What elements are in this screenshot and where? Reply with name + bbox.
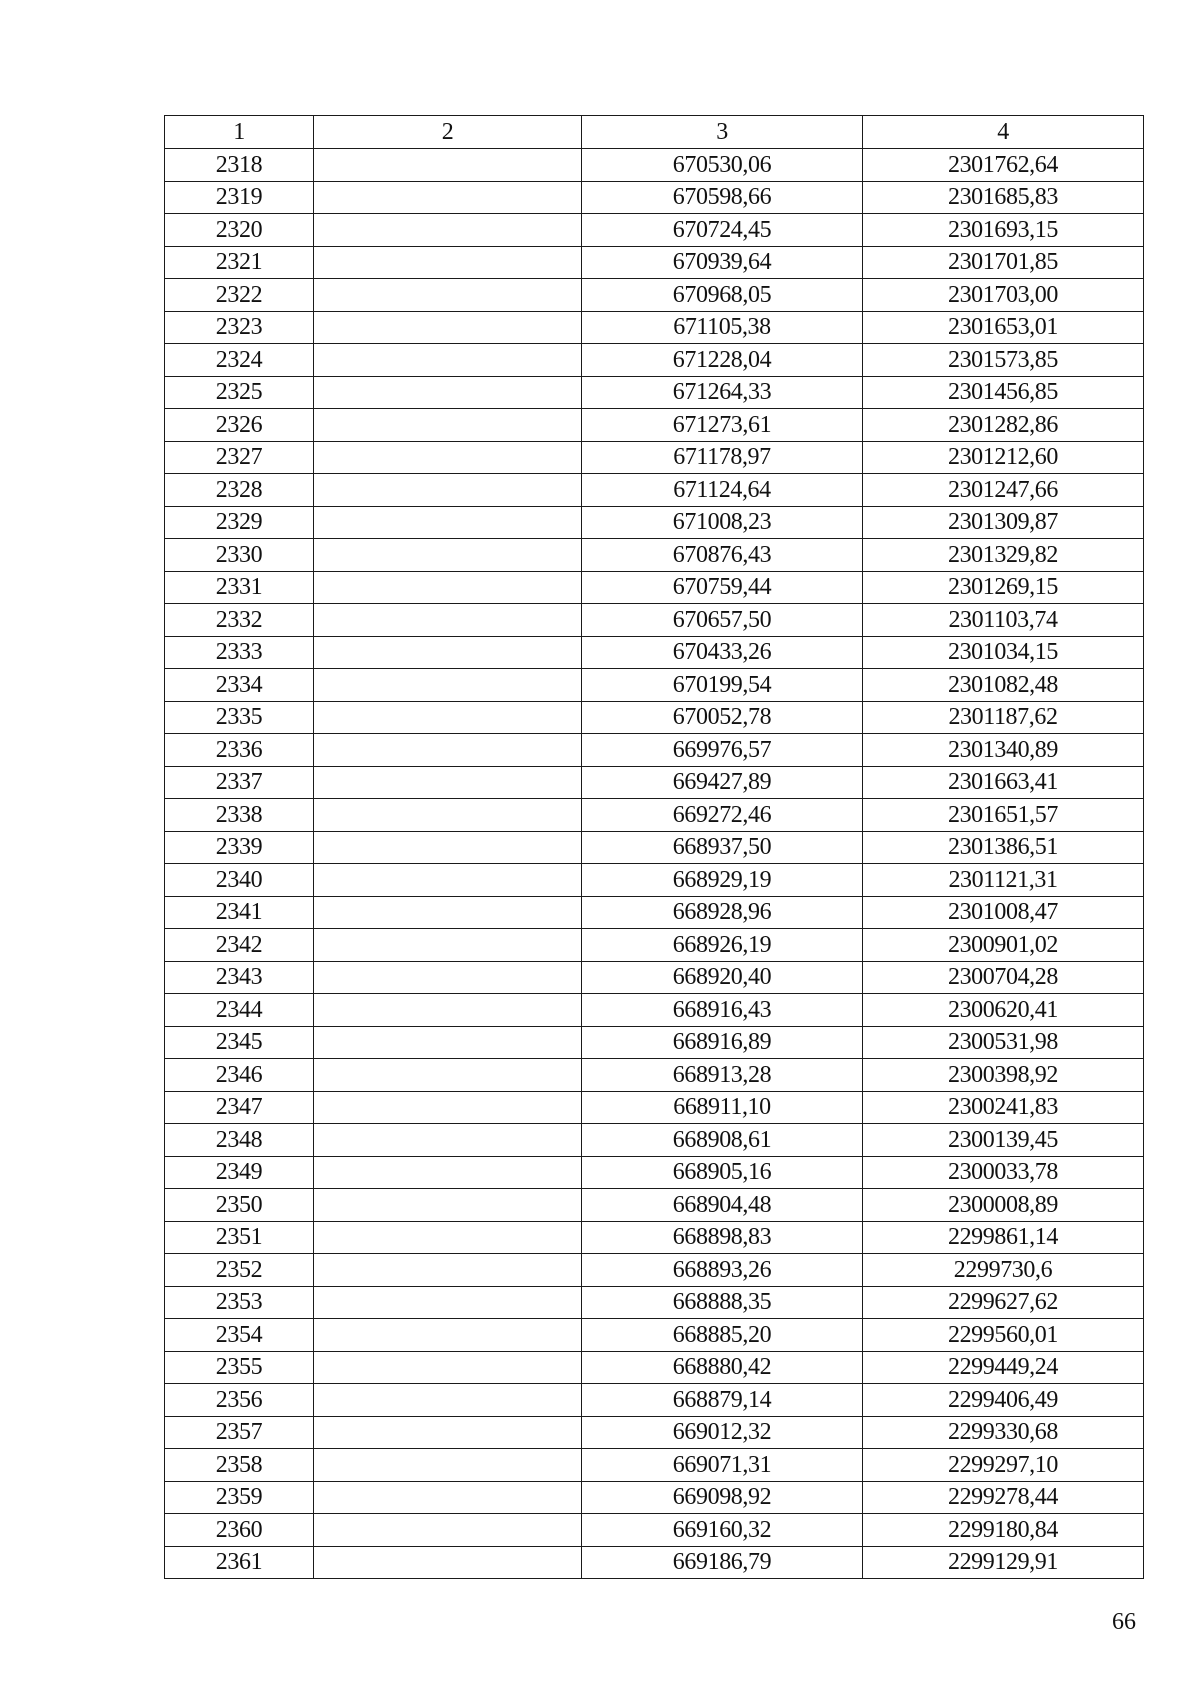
point-number-cell: 2322 (165, 279, 314, 312)
description-cell (314, 474, 582, 507)
table-row (165, 441, 1144, 474)
x-coordinate-cell: 670759,44 (582, 571, 863, 604)
description-cell (314, 1384, 582, 1417)
description-cell (314, 831, 582, 864)
table-row (165, 1546, 1144, 1579)
table-row (165, 1286, 1144, 1319)
y-coordinate-cell: 2299730,6 (863, 1254, 1144, 1287)
description-cell (314, 1319, 582, 1352)
point-number-cell: 2340 (165, 864, 314, 897)
point-number-cell: 2318 (165, 149, 314, 182)
y-coordinate-cell: 2301121,31 (863, 864, 1144, 897)
point-number-cell: 2329 (165, 506, 314, 539)
table-row (165, 1189, 1144, 1222)
description-cell (314, 1416, 582, 1449)
description-cell (314, 1546, 582, 1579)
table-row (165, 1319, 1144, 1352)
y-coordinate-cell: 2301762,64 (863, 149, 1144, 182)
table-row (165, 929, 1144, 962)
table-row (165, 279, 1144, 312)
y-coordinate-cell: 2301034,15 (863, 636, 1144, 669)
y-coordinate-cell: 2300620,41 (863, 994, 1144, 1027)
x-coordinate-cell: 668928,96 (582, 896, 863, 929)
table-row (165, 1059, 1144, 1092)
y-coordinate-cell: 2301703,00 (863, 279, 1144, 312)
table-row (165, 961, 1144, 994)
y-coordinate-cell: 2299180,84 (863, 1514, 1144, 1547)
point-number-cell: 2348 (165, 1124, 314, 1157)
x-coordinate-cell: 671228,04 (582, 344, 863, 377)
table-row (165, 1156, 1144, 1189)
description-cell (314, 864, 582, 897)
y-coordinate-cell: 2299861,14 (863, 1221, 1144, 1254)
point-number-cell: 2353 (165, 1286, 314, 1319)
point-number-cell: 2342 (165, 929, 314, 962)
point-number-cell: 2357 (165, 1416, 314, 1449)
table-row (165, 994, 1144, 1027)
x-coordinate-cell: 670052,78 (582, 701, 863, 734)
y-coordinate-cell: 2301653,01 (863, 311, 1144, 344)
x-coordinate-cell: 668926,19 (582, 929, 863, 962)
y-coordinate-cell: 2299297,10 (863, 1449, 1144, 1482)
description-cell (314, 929, 582, 962)
description-cell (314, 1449, 582, 1482)
table-row (165, 1351, 1144, 1384)
y-coordinate-cell: 2301573,85 (863, 344, 1144, 377)
point-number-cell: 2336 (165, 734, 314, 767)
y-coordinate-cell: 2301282,86 (863, 409, 1144, 442)
x-coordinate-cell: 671008,23 (582, 506, 863, 539)
x-coordinate-cell: 669098,92 (582, 1481, 863, 1514)
x-coordinate-cell: 670530,06 (582, 149, 863, 182)
table-row (165, 1221, 1144, 1254)
table-row (165, 701, 1144, 734)
table-row (165, 344, 1144, 377)
table-row (165, 1026, 1144, 1059)
point-number-cell: 2344 (165, 994, 314, 1027)
point-number-cell: 2343 (165, 961, 314, 994)
description-cell (314, 246, 582, 279)
table-row (165, 474, 1144, 507)
point-number-cell: 2345 (165, 1026, 314, 1059)
x-coordinate-cell: 668920,40 (582, 961, 863, 994)
description-cell (314, 1124, 582, 1157)
point-number-cell: 2358 (165, 1449, 314, 1482)
coordinates-table (164, 115, 1144, 1579)
point-number-cell: 2351 (165, 1221, 314, 1254)
y-coordinate-cell: 2301269,15 (863, 571, 1144, 604)
x-coordinate-cell: 670199,54 (582, 669, 863, 702)
point-number-cell: 2355 (165, 1351, 314, 1384)
table-row (165, 1124, 1144, 1157)
point-number-cell: 2325 (165, 376, 314, 409)
description-cell (314, 636, 582, 669)
table-row (165, 506, 1144, 539)
x-coordinate-cell: 668898,83 (582, 1221, 863, 1254)
y-coordinate-cell: 2301082,48 (863, 669, 1144, 702)
y-coordinate-cell: 2301701,85 (863, 246, 1144, 279)
y-coordinate-cell: 2301329,82 (863, 539, 1144, 572)
y-coordinate-cell: 2300704,28 (863, 961, 1144, 994)
y-coordinate-cell: 2300139,45 (863, 1124, 1144, 1157)
y-coordinate-cell: 2299129,91 (863, 1546, 1144, 1579)
y-coordinate-cell: 2299560,01 (863, 1319, 1144, 1352)
y-coordinate-cell: 2299330,68 (863, 1416, 1144, 1449)
point-number-cell: 2356 (165, 1384, 314, 1417)
point-number-cell: 2327 (165, 441, 314, 474)
description-cell (314, 961, 582, 994)
x-coordinate-cell: 668888,35 (582, 1286, 863, 1319)
description-cell (314, 1059, 582, 1092)
y-coordinate-cell: 2300241,83 (863, 1091, 1144, 1124)
description-cell (314, 896, 582, 929)
point-number-cell: 2339 (165, 831, 314, 864)
description-cell (314, 1514, 582, 1547)
y-coordinate-cell: 2299406,49 (863, 1384, 1144, 1417)
point-number-cell: 2360 (165, 1514, 314, 1547)
description-cell (314, 1221, 582, 1254)
table-row (165, 604, 1144, 637)
description-cell (314, 604, 582, 637)
description-cell (314, 669, 582, 702)
y-coordinate-cell: 2301663,41 (863, 766, 1144, 799)
description-cell (314, 766, 582, 799)
description-cell (314, 441, 582, 474)
x-coordinate-cell: 670724,45 (582, 214, 863, 247)
x-coordinate-cell: 668885,20 (582, 1319, 863, 1352)
table-row (165, 1514, 1144, 1547)
description-cell (314, 1189, 582, 1222)
description-cell (314, 311, 582, 344)
x-coordinate-cell: 669272,46 (582, 799, 863, 832)
description-cell (314, 279, 582, 312)
description-cell (314, 149, 582, 182)
description-cell (314, 376, 582, 409)
coordinates-table-body (165, 116, 1144, 1579)
description-cell (314, 571, 582, 604)
table-row (165, 896, 1144, 929)
description-cell (314, 994, 582, 1027)
point-number-cell: 2334 (165, 669, 314, 702)
description-cell (314, 701, 582, 734)
table-row (165, 376, 1144, 409)
description-cell (314, 1286, 582, 1319)
point-number-cell: 2319 (165, 181, 314, 214)
x-coordinate-cell: 668908,61 (582, 1124, 863, 1157)
table-row (165, 734, 1144, 767)
description-cell (314, 1091, 582, 1124)
x-coordinate-cell: 671105,38 (582, 311, 863, 344)
description-cell (314, 1351, 582, 1384)
point-number-cell: 2361 (165, 1546, 314, 1579)
x-coordinate-cell: 669186,79 (582, 1546, 863, 1579)
x-coordinate-cell: 671178,97 (582, 441, 863, 474)
point-number-cell: 2320 (165, 214, 314, 247)
point-number-cell: 2332 (165, 604, 314, 637)
table-row (165, 1254, 1144, 1287)
description-cell (314, 214, 582, 247)
point-number-cell: 2323 (165, 311, 314, 344)
point-number-cell: 2350 (165, 1189, 314, 1222)
y-coordinate-cell: 2301103,74 (863, 604, 1144, 637)
column-header-2: 2 (314, 116, 582, 149)
point-number-cell: 2326 (165, 409, 314, 442)
table-row (165, 766, 1144, 799)
point-number-cell: 2346 (165, 1059, 314, 1092)
table-row (165, 1384, 1144, 1417)
point-number-cell: 2331 (165, 571, 314, 604)
table-row (165, 181, 1144, 214)
x-coordinate-cell: 671273,61 (582, 409, 863, 442)
y-coordinate-cell: 2301651,57 (863, 799, 1144, 832)
point-number-cell: 2349 (165, 1156, 314, 1189)
table-row (165, 831, 1144, 864)
table-row (165, 1481, 1144, 1514)
y-coordinate-cell: 2299449,24 (863, 1351, 1144, 1384)
x-coordinate-cell: 670598,66 (582, 181, 863, 214)
point-number-cell: 2337 (165, 766, 314, 799)
table-row (165, 1449, 1144, 1482)
description-cell (314, 539, 582, 572)
y-coordinate-cell: 2299627,62 (863, 1286, 1144, 1319)
x-coordinate-cell: 669071,31 (582, 1449, 863, 1482)
table-row (165, 214, 1144, 247)
description-cell (314, 344, 582, 377)
point-number-cell: 2354 (165, 1319, 314, 1352)
x-coordinate-cell: 671264,33 (582, 376, 863, 409)
y-coordinate-cell: 2301685,83 (863, 181, 1144, 214)
x-coordinate-cell: 668905,16 (582, 1156, 863, 1189)
description-cell (314, 734, 582, 767)
description-cell (314, 1481, 582, 1514)
table-row (165, 669, 1144, 702)
point-number-cell: 2352 (165, 1254, 314, 1287)
x-coordinate-cell: 669160,32 (582, 1514, 863, 1547)
table-row (165, 636, 1144, 669)
point-number-cell: 2335 (165, 701, 314, 734)
y-coordinate-cell: 2300008,89 (863, 1189, 1144, 1222)
point-number-cell: 2321 (165, 246, 314, 279)
table-row (165, 246, 1144, 279)
column-header-1: 1 (165, 116, 314, 149)
y-coordinate-cell: 2300901,02 (863, 929, 1144, 962)
x-coordinate-cell: 670968,05 (582, 279, 863, 312)
y-coordinate-cell: 2301247,66 (863, 474, 1144, 507)
point-number-cell: 2328 (165, 474, 314, 507)
table-header-row (165, 116, 1144, 149)
table-row (165, 539, 1144, 572)
y-coordinate-cell: 2301008,47 (863, 896, 1144, 929)
table-row (165, 409, 1144, 442)
table-row (165, 799, 1144, 832)
x-coordinate-cell: 669427,89 (582, 766, 863, 799)
y-coordinate-cell: 2299278,44 (863, 1481, 1144, 1514)
table-row (165, 1091, 1144, 1124)
description-cell (314, 799, 582, 832)
x-coordinate-cell: 668916,89 (582, 1026, 863, 1059)
page-number: 66 (1112, 1609, 1136, 1635)
table-row (165, 311, 1144, 344)
table-row (165, 571, 1144, 604)
x-coordinate-cell: 670939,64 (582, 246, 863, 279)
x-coordinate-cell: 671124,64 (582, 474, 863, 507)
x-coordinate-cell: 669012,32 (582, 1416, 863, 1449)
table-row (165, 1416, 1144, 1449)
y-coordinate-cell: 2301212,60 (863, 441, 1144, 474)
description-cell (314, 1156, 582, 1189)
y-coordinate-cell: 2301693,15 (863, 214, 1144, 247)
point-number-cell: 2338 (165, 799, 314, 832)
x-coordinate-cell: 668916,43 (582, 994, 863, 1027)
x-coordinate-cell: 668913,28 (582, 1059, 863, 1092)
point-number-cell: 2324 (165, 344, 314, 377)
x-coordinate-cell: 670876,43 (582, 539, 863, 572)
x-coordinate-cell: 668880,42 (582, 1351, 863, 1384)
description-cell (314, 1254, 582, 1287)
x-coordinate-cell: 668893,26 (582, 1254, 863, 1287)
x-coordinate-cell: 668929,19 (582, 864, 863, 897)
point-number-cell: 2333 (165, 636, 314, 669)
y-coordinate-cell: 2301340,89 (863, 734, 1144, 767)
column-header-3: 3 (582, 116, 863, 149)
y-coordinate-cell: 2301456,85 (863, 376, 1144, 409)
x-coordinate-cell: 668937,50 (582, 831, 863, 864)
column-header-4: 4 (863, 116, 1144, 149)
description-cell (314, 181, 582, 214)
y-coordinate-cell: 2300398,92 (863, 1059, 1144, 1092)
x-coordinate-cell: 669976,57 (582, 734, 863, 767)
x-coordinate-cell: 670433,26 (582, 636, 863, 669)
y-coordinate-cell: 2301187,62 (863, 701, 1144, 734)
point-number-cell: 2330 (165, 539, 314, 572)
point-number-cell: 2347 (165, 1091, 314, 1124)
y-coordinate-cell: 2300531,98 (863, 1026, 1144, 1059)
y-coordinate-cell: 2300033,78 (863, 1156, 1144, 1189)
x-coordinate-cell: 668904,48 (582, 1189, 863, 1222)
description-cell (314, 1026, 582, 1059)
point-number-cell: 2359 (165, 1481, 314, 1514)
x-coordinate-cell: 668879,14 (582, 1384, 863, 1417)
x-coordinate-cell: 668911,10 (582, 1091, 863, 1124)
description-cell (314, 506, 582, 539)
table-row (165, 149, 1144, 182)
point-number-cell: 2341 (165, 896, 314, 929)
x-coordinate-cell: 670657,50 (582, 604, 863, 637)
y-coordinate-cell: 2301386,51 (863, 831, 1144, 864)
table-row (165, 864, 1144, 897)
description-cell (314, 409, 582, 442)
y-coordinate-cell: 2301309,87 (863, 506, 1144, 539)
